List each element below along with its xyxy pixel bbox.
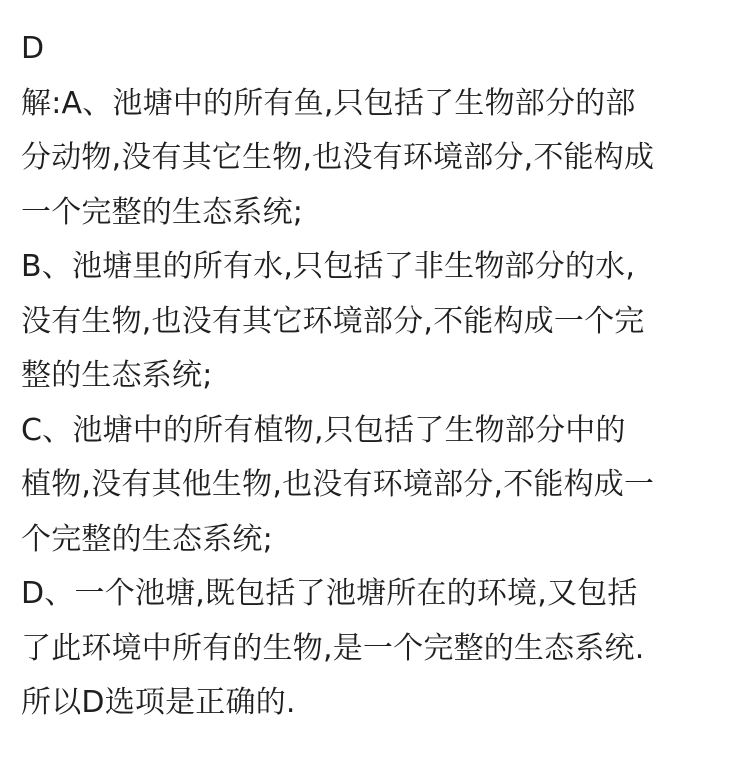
explanation-line-7: C、池塘中的所有植物,只包括了生物部分中的: [21, 412, 626, 448]
explanation-line-1: 解:A、池塘中的所有鱼,只包括了生物部分的部: [21, 85, 636, 121]
explanation-line-2: 分动物,没有其它生物,也没有环境部分,不能构成: [21, 140, 655, 175]
explanation-line-4: B、池塘里的所有水,只包括了非生物部分的水,: [21, 249, 636, 284]
explanation-line-11: 了此环境中所有的生物,是一个完整的生态系统.: [21, 630, 645, 666]
explanation-line-6: 整的生态系统;: [21, 358, 213, 393]
explanation-line-9: 个完整的生态系统;: [21, 521, 273, 557]
explanation-line-3: 一个完整的生态系统;: [21, 194, 304, 230]
explanation-line-5: 没有生物,也没有其它环境部分,不能构成一个完: [21, 303, 645, 339]
explanation-line-10: D、一个池塘,既包括了池塘所在的环境,又包括: [21, 576, 638, 611]
explanation-line-8: 植物,没有其他生物,也没有环境部分,不能构成一: [21, 467, 655, 502]
answer-letter: D: [21, 31, 45, 66]
conclusion-line: 所以D选项是正确的.: [21, 685, 296, 720]
solution-document: [21, 22, 733, 731]
